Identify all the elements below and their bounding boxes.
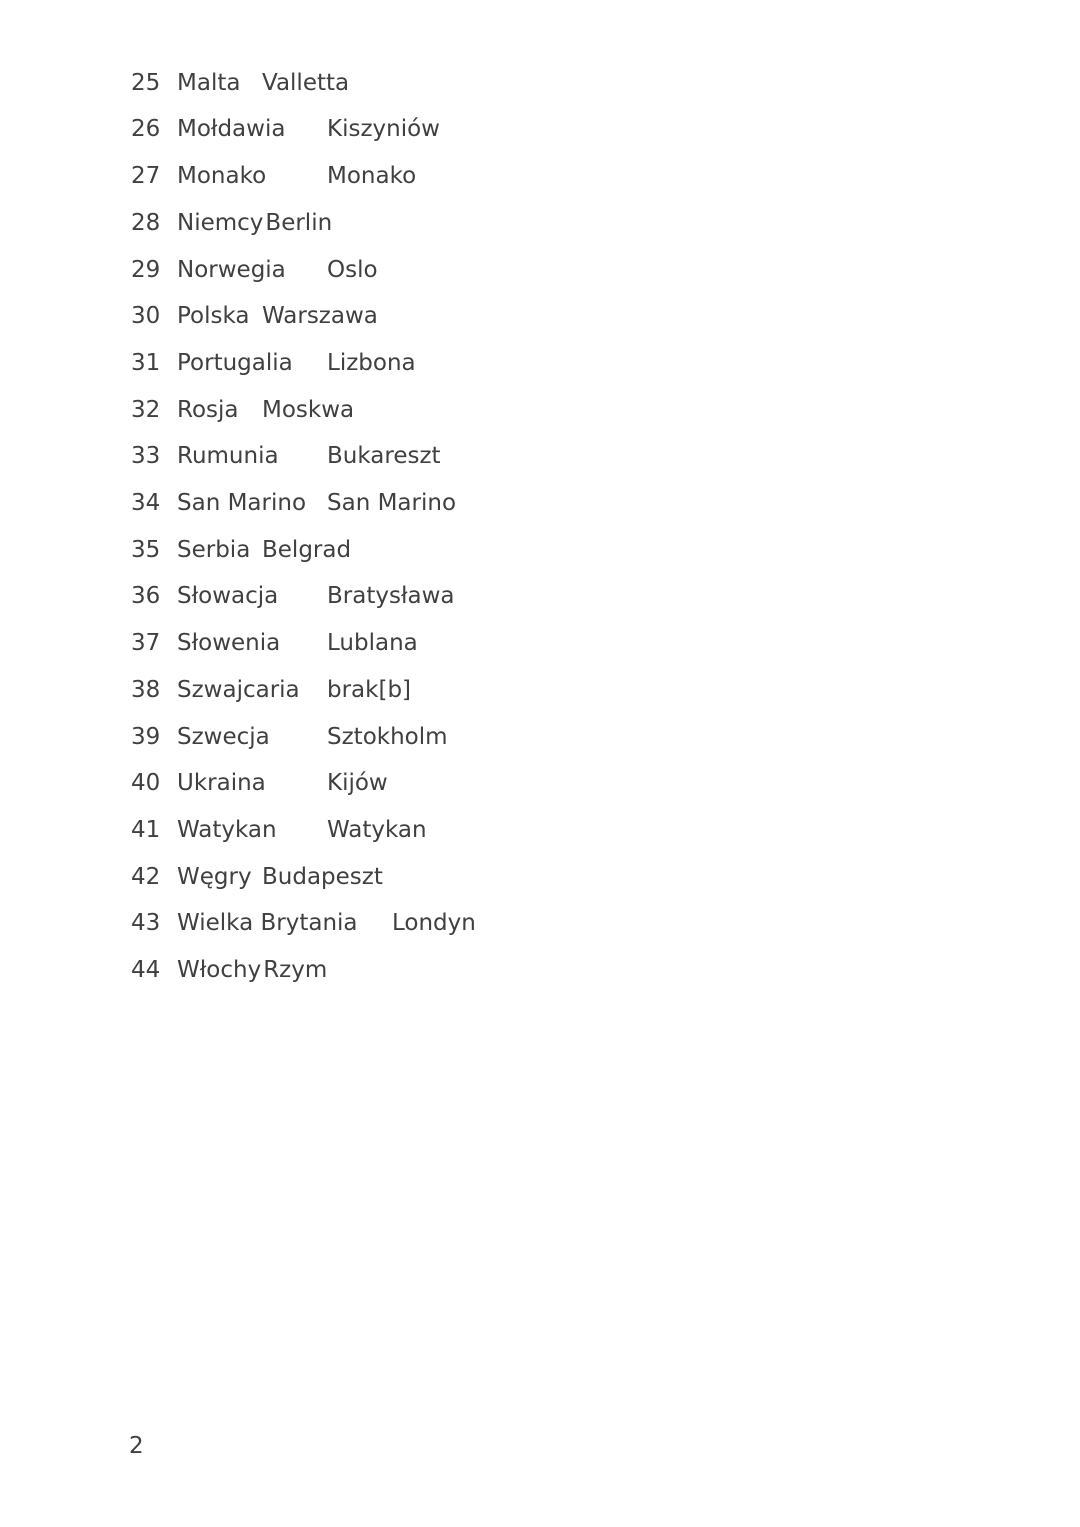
country-name: Szwajcaria — [177, 677, 300, 703]
row-number: 36 — [131, 583, 161, 609]
row-number: 37 — [131, 630, 161, 656]
country-name: Ukraina — [177, 770, 266, 796]
capital-name: Londyn — [392, 910, 476, 936]
country-name: Słowenia — [177, 630, 281, 656]
row-number: 27 — [131, 163, 161, 189]
row-number: 29 — [131, 257, 161, 283]
capital-name: Bratysława — [327, 583, 455, 609]
capital-name: Rzym — [263, 957, 328, 983]
row-number: 33 — [131, 443, 161, 469]
country-text: Włochy — [177, 957, 262, 983]
country-name: Norwegia — [177, 257, 286, 283]
row-number: 28 — [131, 210, 161, 236]
row-number: 44 — [131, 957, 161, 983]
capital-name: Berlin — [265, 210, 333, 236]
row-number: 26 — [131, 116, 161, 142]
row-number: 38 — [131, 677, 161, 703]
country-name: Monako — [177, 163, 267, 189]
row-number: 34 — [131, 490, 161, 516]
country-name: Polska — [177, 303, 250, 329]
capital-name: Sztokholm — [327, 724, 448, 750]
country-name: Watykan — [177, 817, 277, 843]
country-name — [177, 205, 332, 241]
country-name: Szwecja — [177, 724, 270, 750]
country-name — [177, 952, 327, 988]
row-number: 42 — [131, 864, 161, 890]
country-name: Wielka Brytania — [177, 910, 358, 936]
page-number: 2 — [129, 1433, 144, 1459]
capital-name: Monako — [327, 163, 417, 189]
capital-name: Belgrad — [262, 537, 352, 563]
country-name: San Marino — [177, 490, 307, 516]
row-number: 31 — [131, 350, 161, 376]
country-text: Niemcy — [177, 210, 264, 236]
row-number: 43 — [131, 910, 161, 936]
row-number: 41 — [131, 817, 161, 843]
capital-name: brak[b] — [327, 677, 412, 703]
country-name: Rosja — [177, 397, 239, 423]
country-name: Portugalia — [177, 350, 293, 376]
country-name: Rumunia — [177, 443, 279, 469]
country-name: Serbia — [177, 537, 251, 563]
capital-name: Bukareszt — [327, 443, 441, 469]
capital-name: Oslo — [327, 257, 378, 283]
row-number: 35 — [131, 537, 161, 563]
capital-name: Kijów — [327, 770, 388, 796]
capital-name: Moskwa — [262, 397, 355, 423]
row-number: 30 — [131, 303, 161, 329]
country-name: Mołdawia — [177, 116, 286, 142]
capital-name: Valletta — [262, 70, 350, 96]
capital-name: Lublana — [327, 630, 418, 656]
capital-name: San Marino — [327, 490, 457, 516]
capital-name: Warszawa — [262, 303, 378, 329]
row-number: 25 — [131, 70, 161, 96]
row-number: 40 — [131, 770, 161, 796]
country-name: Węgry — [177, 864, 252, 890]
capital-name: Watykan — [327, 817, 427, 843]
country-name: Malta — [177, 70, 241, 96]
capital-name: Lizbona — [327, 350, 416, 376]
country-name: Słowacja — [177, 583, 279, 609]
capital-name: Budapeszt — [262, 864, 383, 890]
row-number: 32 — [131, 397, 161, 423]
capital-name: Kiszyniów — [327, 116, 440, 142]
row-number: 39 — [131, 724, 161, 750]
